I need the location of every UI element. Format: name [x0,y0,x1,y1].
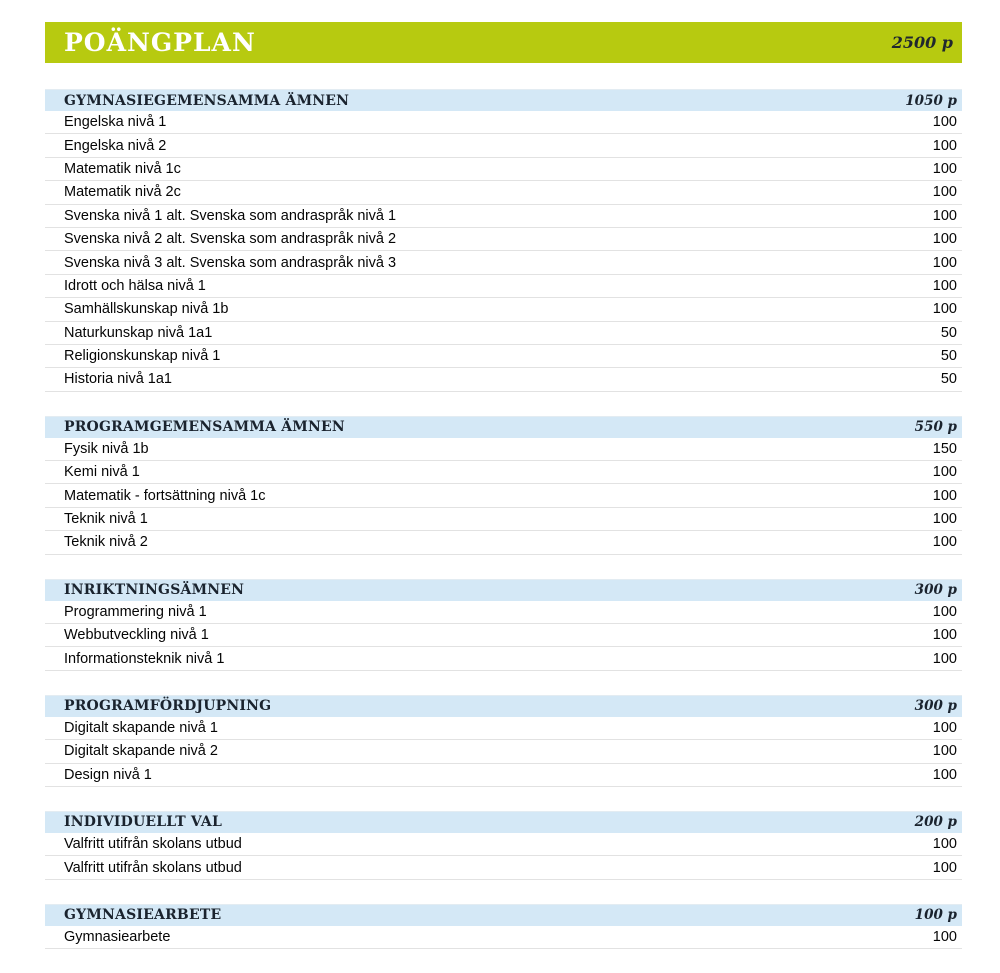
course-section [45,811,962,880]
document-title: POÄNGPLAN [64,28,256,57]
document-header [45,22,962,63]
course-name: Historia nivå 1a1 [64,371,172,388]
course-row [45,461,962,484]
course-name: Engelska nivå 2 [64,137,167,154]
section-header [45,904,962,926]
section-title: PROGRAMGEMENSAMMA ÄMNEN [64,419,345,436]
course-list [45,717,962,787]
course-row [45,833,962,856]
section-header [45,695,962,717]
course-points: 50 [940,371,957,388]
course-name: Engelska nivå 1 [64,114,167,131]
course-name: Svenska nivå 1 alt. Svenska som andraspråk nivå 1 [64,207,397,224]
course-name: Webbutveckling nivå 1 [64,627,209,644]
course-points: 100 [932,137,957,154]
course-points: 100 [932,184,957,201]
course-name: Religionskunskap nivå 1 [64,348,221,365]
section-points: 550 p [914,419,957,436]
course-points: 100 [932,301,957,318]
section-header [45,579,962,601]
course-name: Matematik nivå 1c [64,160,181,177]
course-points: 100 [932,511,957,528]
course-points: 100 [932,160,957,177]
course-points: 100 [932,534,957,551]
course-row [45,111,962,134]
course-row [45,531,962,554]
course-row [45,181,962,204]
course-points: 100 [932,836,957,853]
course-section [45,89,962,392]
course-name: Teknik nivå 2 [64,534,148,551]
course-row [45,717,962,740]
course-name: Idrott och hälsa nivå 1 [64,277,206,294]
section-header [45,811,962,833]
course-row [45,624,962,647]
course-name: Fysik nivå 1b [64,440,149,457]
course-name: Valfritt utifrån skolans utbud [64,859,242,876]
course-name: Svenska nivå 3 alt. Svenska som andraspråk nivå 3 [64,254,397,271]
course-section [45,579,962,671]
course-points: 50 [940,324,957,341]
course-points: 100 [932,650,957,667]
course-row [45,251,962,274]
course-points: 100 [932,254,957,271]
course-name: Matematik - fortsättning nivå 1c [64,487,266,504]
document-total-points: 2500 p [891,33,953,52]
section-header [45,89,962,111]
course-points: 100 [932,928,957,945]
course-list [45,833,962,880]
course-name: Kemi nivå 1 [64,464,140,481]
course-row [45,368,962,391]
section-header [45,416,962,438]
course-points: 100 [932,743,957,760]
course-row [45,647,962,670]
course-section [45,904,962,949]
course-row [45,322,962,345]
course-name: Design nivå 1 [64,766,152,783]
course-row [45,228,962,251]
course-row [45,275,962,298]
section-title: PROGRAMFÖRDJUPNING [64,698,272,715]
course-points: 100 [932,114,957,131]
course-points: 100 [932,627,957,644]
course-points: 100 [932,231,957,248]
course-row [45,205,962,228]
course-points: 50 [940,348,957,365]
section-points: 100 p [914,907,957,924]
course-name: Gymnasiearbete [64,928,171,945]
section-title: GYMNASIEGEMENSAMMA ÄMNEN [64,92,350,109]
section-title: INRIKTNINGSÄMNEN [64,582,245,599]
course-list [45,438,962,555]
course-row [45,298,962,321]
course-row [45,438,962,461]
course-points: 100 [932,603,957,620]
course-name: Digitalt skapande nivå 2 [64,743,218,760]
section-title: INDIVIDUELLT VAL [64,814,222,831]
course-section [45,416,962,555]
course-points: 100 [932,277,957,294]
course-name: Teknik nivå 1 [64,511,148,528]
course-name: Valfritt utifrån skolans utbud [64,836,242,853]
course-row [45,484,962,507]
course-row [45,508,962,531]
course-list [45,926,962,949]
course-name: Informationsteknik nivå 1 [64,650,225,667]
course-row [45,856,962,879]
course-points: 100 [932,464,957,481]
course-row [45,345,962,368]
sections-container [45,89,962,949]
course-row [45,926,962,949]
course-name: Digitalt skapande nivå 1 [64,720,218,736]
course-points: 150 [932,440,957,457]
course-points: 100 [932,207,957,224]
course-row [45,764,962,787]
section-points: 300 p [914,582,957,599]
course-name: Naturkunskap nivå 1a1 [64,324,213,341]
section-points: 300 p [914,698,957,715]
course-points: 100 [932,487,957,504]
section-points: 1050 p [905,92,957,109]
section-title: GYMNASIEARBETE [64,907,222,924]
course-name: Matematik nivå 2c [64,184,181,201]
course-section [45,695,962,787]
poangplan-document [45,22,962,949]
course-points: 100 [932,766,957,783]
course-row [45,740,962,763]
course-row [45,134,962,157]
section-points: 200 p [914,814,957,831]
course-list [45,601,962,671]
course-name: Svenska nivå 2 alt. Svenska som andraspråk nivå 2 [64,231,397,248]
course-name: Samhällskunskap nivå 1b [64,301,229,318]
course-list [45,111,962,392]
course-row [45,158,962,181]
course-name: Programmering nivå 1 [64,603,207,620]
course-points: 100 [932,720,957,736]
course-row [45,601,962,624]
course-points: 100 [932,859,957,876]
